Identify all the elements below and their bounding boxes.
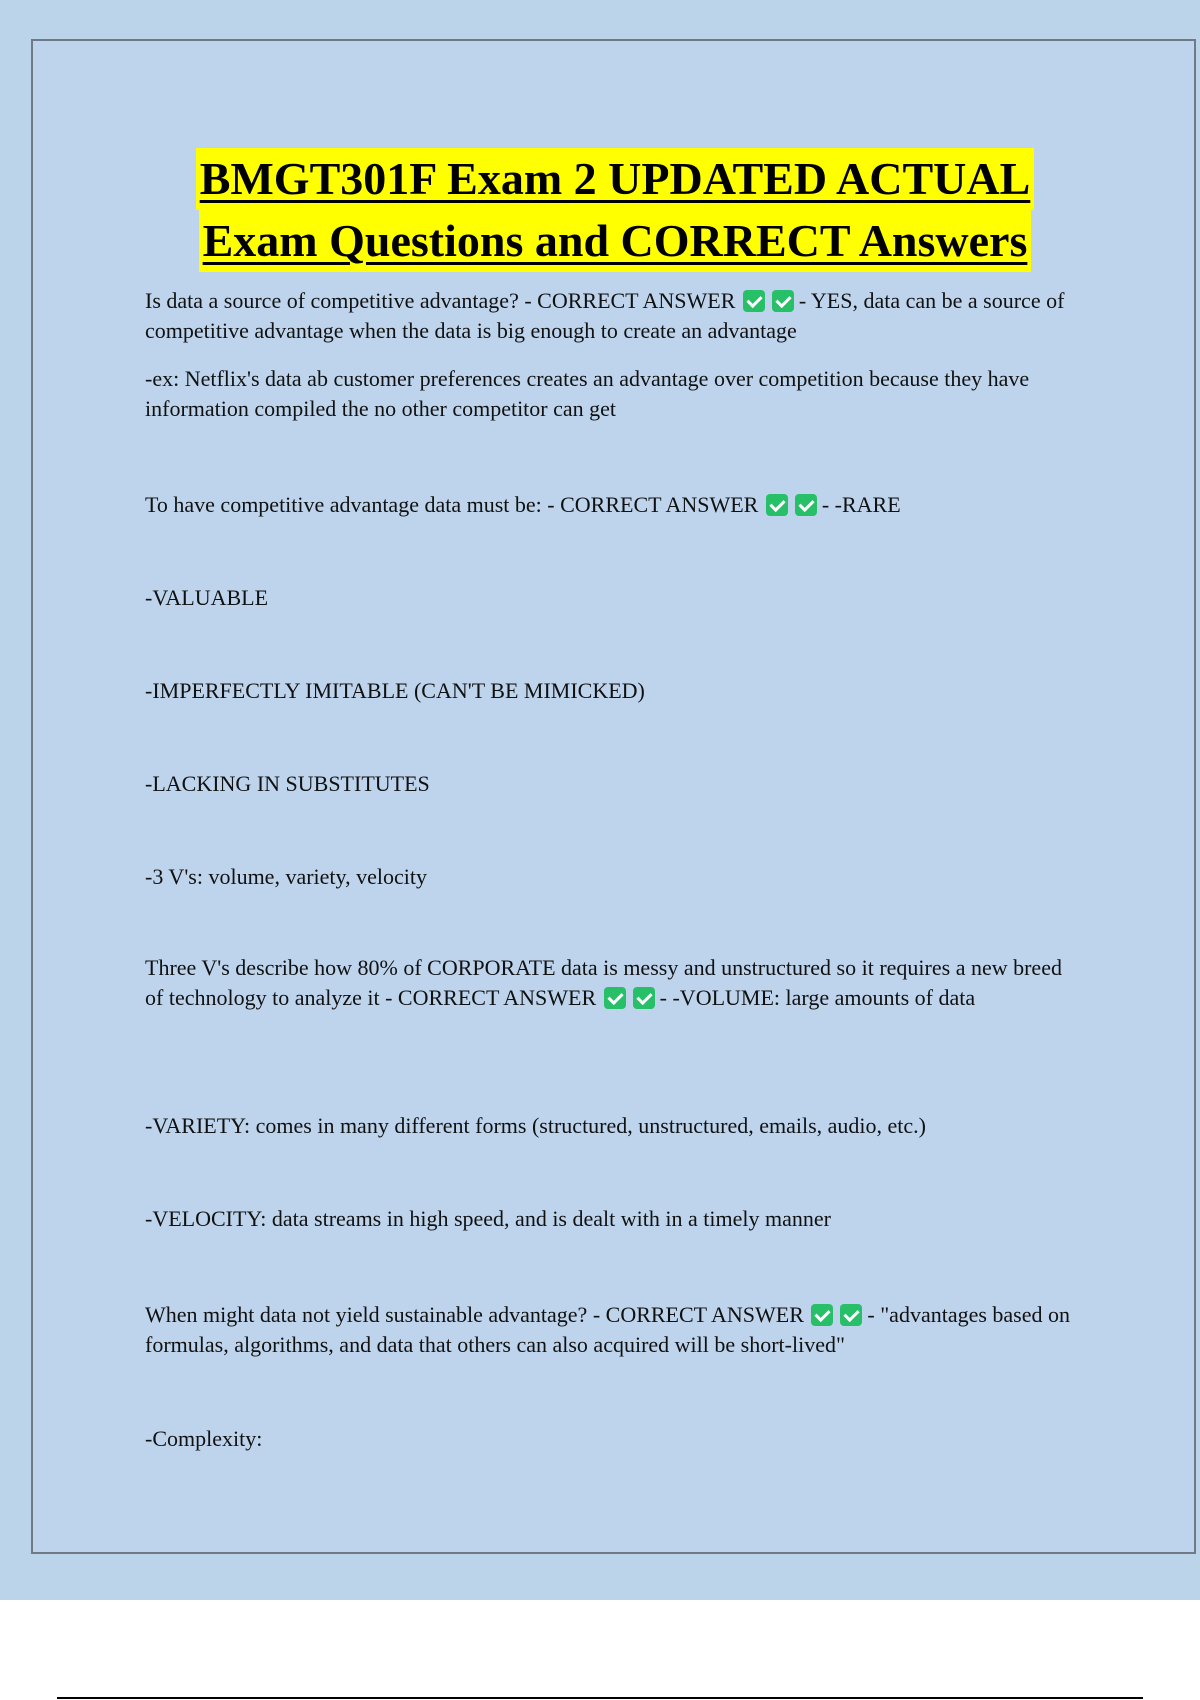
qa-item-2 bbox=[145, 364, 1075, 424]
answer-text: -VELOCITY: data streams in high speed, and is dealt with in a timely manner bbox=[145, 1206, 831, 1231]
qa-item-9 bbox=[145, 1111, 1075, 1141]
qa-item-4 bbox=[145, 583, 1075, 613]
check-icon bbox=[633, 987, 655, 1009]
answer-text: -ex: Netflix's data ab customer preferences creates an advantage over competition because they have information compiled the no other competitor can get bbox=[145, 366, 1030, 421]
qa-item-7 bbox=[145, 862, 1075, 892]
qa-item-11 bbox=[145, 1300, 1075, 1360]
question-text: To have competitive advantage data must be: bbox=[145, 492, 542, 517]
qa-item-12 bbox=[145, 1424, 1075, 1454]
answer-text: -VARIETY: comes in many different forms (structured, unstructured, emails, audio, etc.) bbox=[145, 1113, 927, 1138]
answer-text: - "advantages based on formulas, algorithms, and data that others can also acquired will be short-lived" bbox=[145, 1302, 1071, 1357]
correct-answer-label: - CORRECT ANSWER bbox=[385, 985, 597, 1010]
correct-answer-label: - CORRECT ANSWER bbox=[547, 492, 759, 517]
check-icon bbox=[840, 1304, 862, 1326]
document-title bbox=[120, 148, 1110, 272]
check-icon bbox=[811, 1304, 833, 1326]
correct-answer-label: - CORRECT ANSWER bbox=[592, 1302, 804, 1327]
answer-text: -Complexity: bbox=[145, 1426, 263, 1451]
title-line-2: Exam Questions and CORRECT Answers bbox=[199, 210, 1032, 272]
check-icon bbox=[795, 494, 817, 516]
question-text: Is data a source of competitive advantage? bbox=[145, 288, 519, 313]
answer-text: - -RARE bbox=[821, 492, 901, 517]
footer-divider bbox=[57, 1697, 1143, 1699]
qa-item-8 bbox=[145, 953, 1075, 1013]
qa-item-6 bbox=[145, 769, 1075, 799]
qa-item-10 bbox=[145, 1204, 1075, 1234]
answer-text: -3 V's: volume, variety, velocity bbox=[145, 864, 427, 889]
answer-text: - YES, data can be a source of competitive advantage when the data is big enough to create an advantage bbox=[145, 288, 1065, 343]
answer-text: -IMPERFECTLY IMITABLE (CAN'T BE MIMICKED) bbox=[145, 678, 645, 703]
check-icon bbox=[772, 290, 794, 312]
answer-text: - -VOLUME: large amounts of data bbox=[659, 985, 976, 1010]
question-text: Three V's describe how 80% of CORPORATE data is messy and unstructured so it requires a new breed of technology to analyze it bbox=[145, 955, 1062, 1010]
qa-item-3 bbox=[145, 490, 1075, 520]
check-icon bbox=[743, 290, 765, 312]
question-text: When might data not yield sustainable advantage? bbox=[145, 1302, 588, 1327]
qa-item-5 bbox=[145, 676, 1075, 706]
check-icon bbox=[604, 987, 626, 1009]
answer-text: -LACKING IN SUBSTITUTES bbox=[145, 771, 430, 796]
title-line-1: BMGT301F Exam 2 UPDATED ACTUAL bbox=[196, 148, 1035, 210]
correct-answer-label: - CORRECT ANSWER bbox=[524, 288, 736, 313]
check-icon bbox=[766, 494, 788, 516]
answer-text: -VALUABLE bbox=[145, 585, 269, 610]
qa-item-1 bbox=[145, 286, 1075, 346]
